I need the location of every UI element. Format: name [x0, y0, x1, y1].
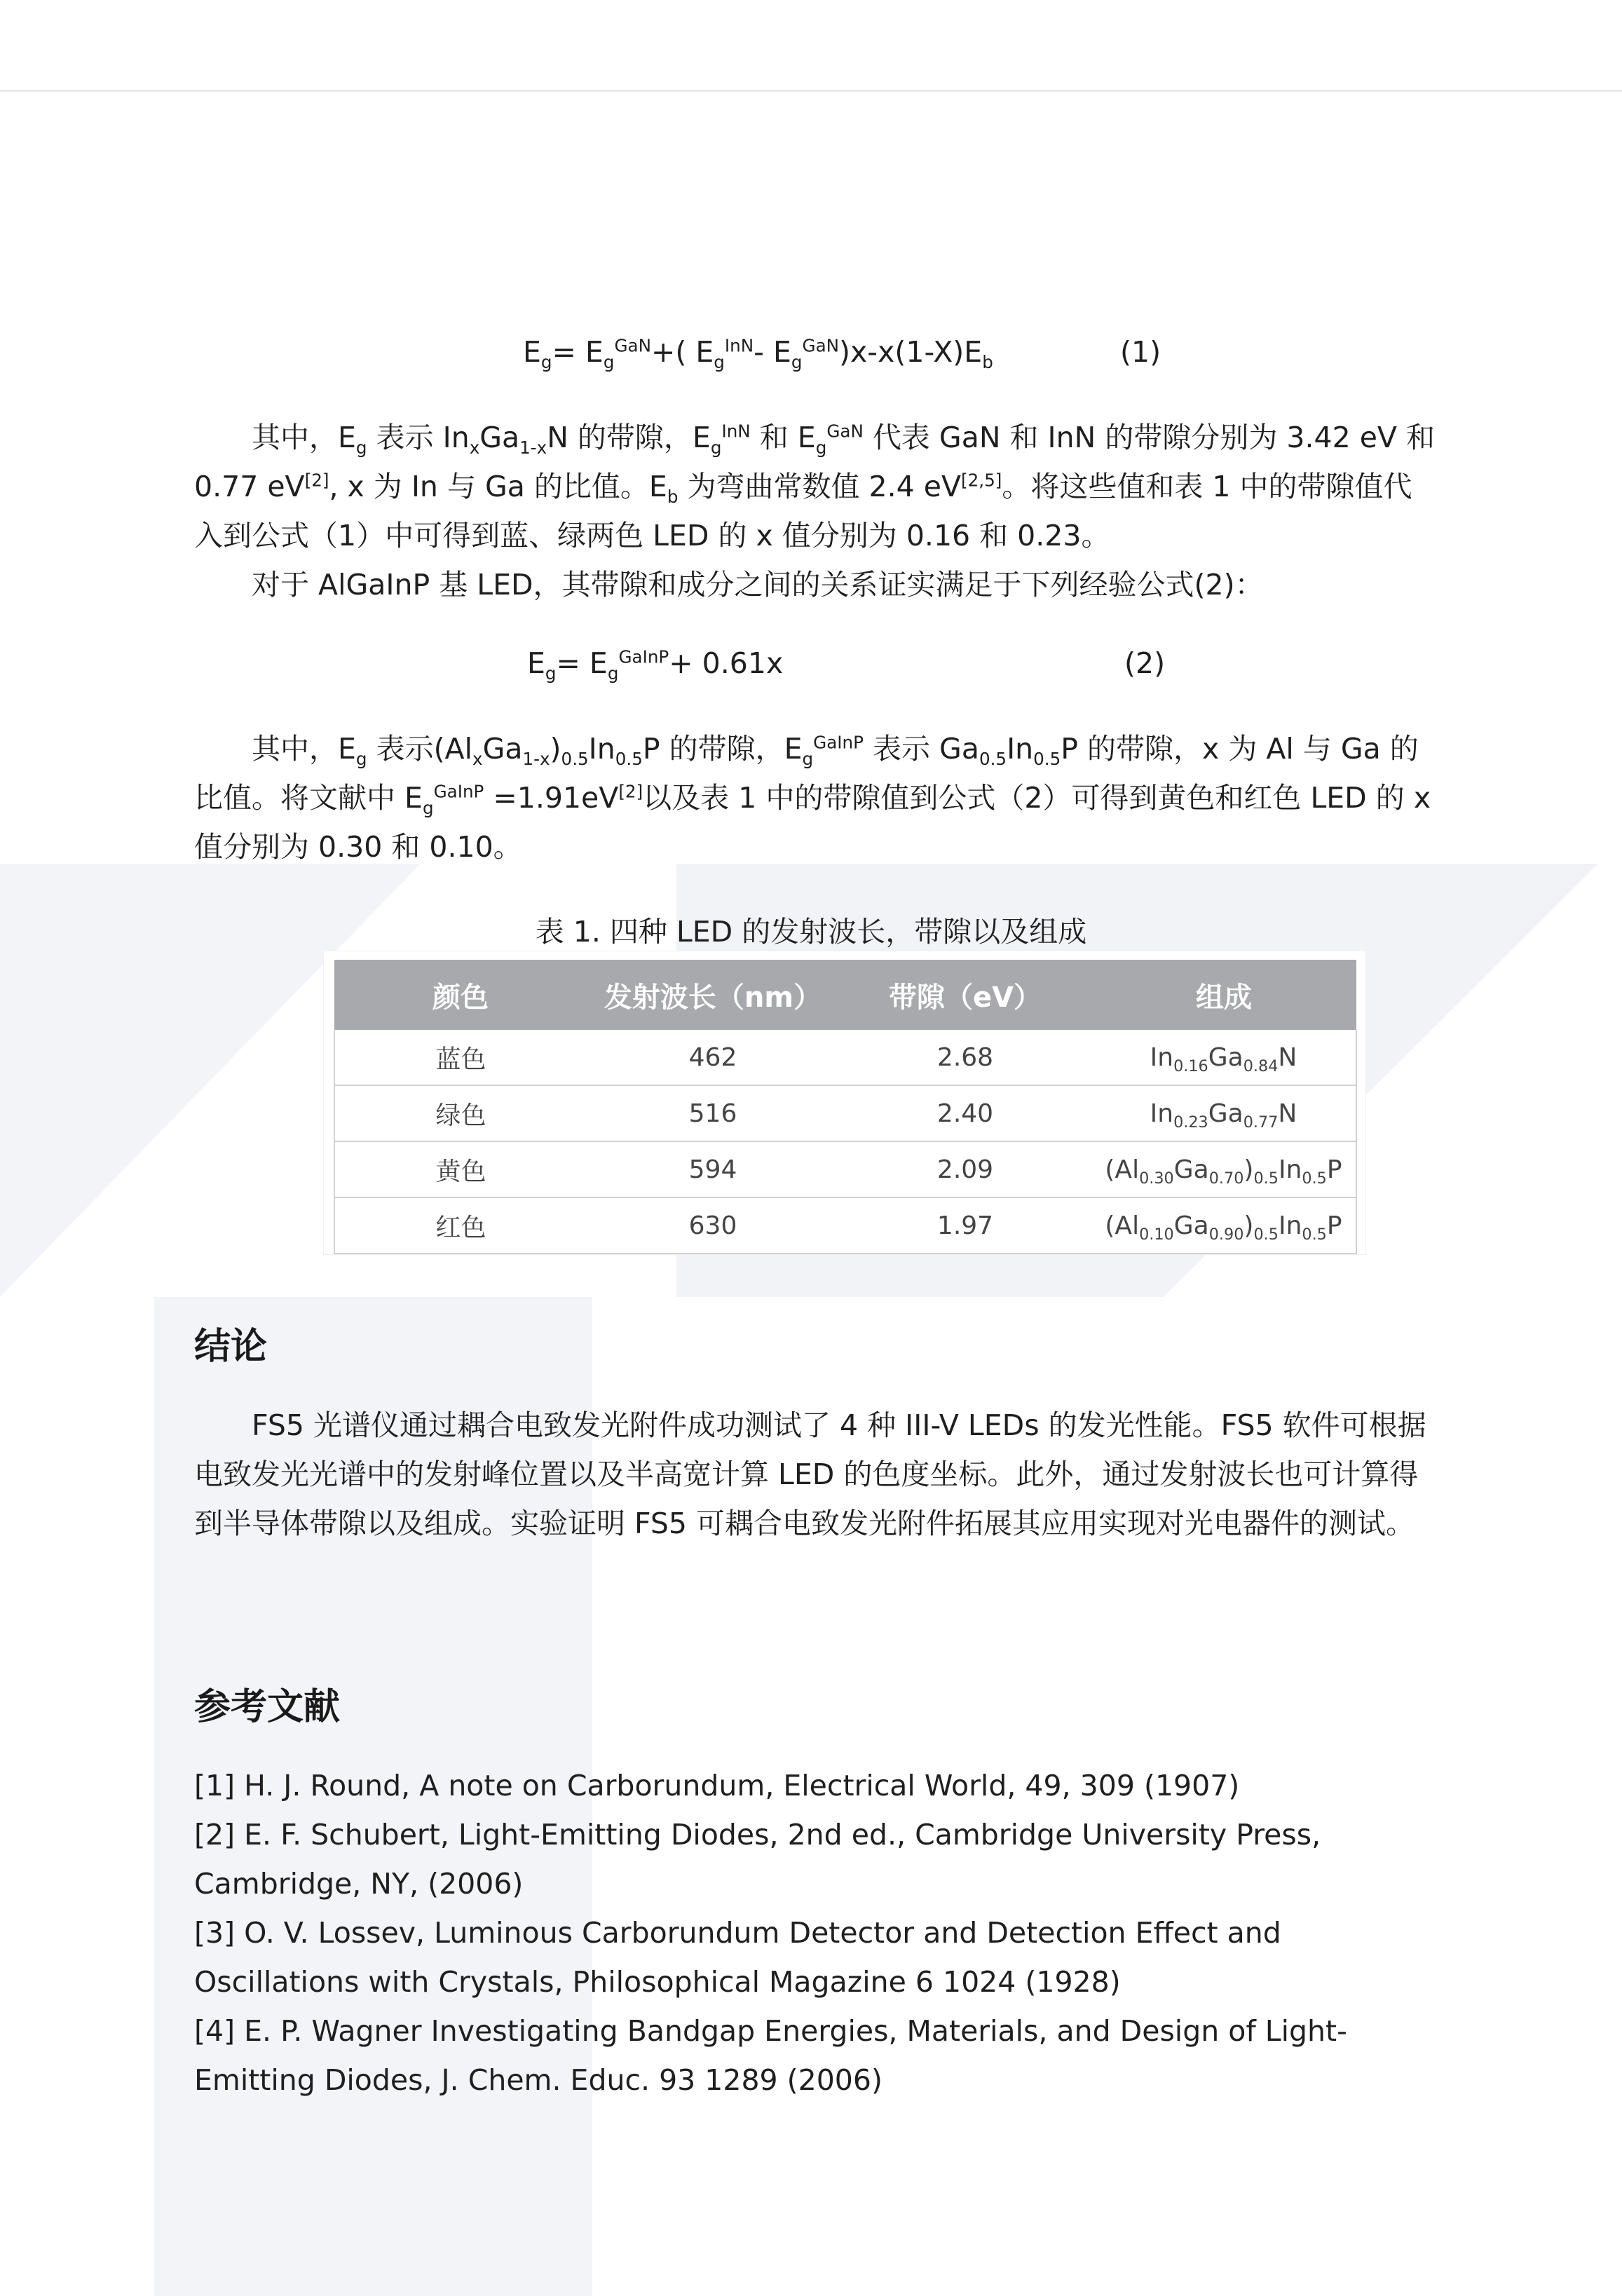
subscript: 0.5: [561, 749, 589, 770]
formula-1-text: E: [585, 335, 604, 369]
formula-2-sub: g: [607, 663, 619, 684]
text-run: 表示 Ga: [863, 732, 979, 766]
composition-text: N: [1278, 1099, 1297, 1128]
text-run: In: [1007, 732, 1034, 766]
text-run: N 的带隙，E: [547, 421, 711, 454]
table-cell-composition: [1091, 1030, 1356, 1085]
table-header-cell: 颜色: [334, 960, 587, 1030]
table-cell-bandgap: 2.68: [839, 1030, 1091, 1085]
subscript: 0.5: [1033, 749, 1061, 770]
table-header-row: [334, 960, 1356, 1030]
subscript: x: [469, 437, 480, 458]
text-run: Ga: [479, 421, 520, 454]
formula-1-sub: g: [714, 352, 725, 373]
table-cell-color: 蓝色: [334, 1030, 587, 1085]
table-cell-bandgap: 1.97: [839, 1197, 1091, 1254]
table-container: [324, 951, 1365, 1254]
table-header-cell: 带隙（eV）: [839, 960, 1091, 1030]
composition-text: Ga: [1173, 1211, 1209, 1240]
superscript: [2,5]: [961, 470, 1002, 491]
text-run: 其中，E: [252, 421, 356, 454]
text-run: 和 E: [750, 421, 816, 454]
superscript: GaInP: [433, 781, 484, 802]
subscript: g: [355, 437, 367, 458]
paragraph-3-body: [194, 724, 1436, 871]
composition-text: In: [1150, 1042, 1174, 1072]
text-run: Ga: [482, 732, 523, 766]
paragraph-1-body: [194, 413, 1436, 560]
superscript: GaN: [826, 421, 864, 442]
composition-sub: 0.70: [1208, 1169, 1244, 1188]
table-row: [334, 1141, 1356, 1197]
text-run: 代表 GaN 和 InN 的带隙分别为 3.42 eV 和 0.77 eV: [194, 421, 1435, 503]
subscript: 0.5: [979, 749, 1007, 770]
composition-sub: 0.10: [1139, 1225, 1174, 1244]
formula-1-sub: g: [540, 352, 552, 373]
composition-text: P: [1326, 1211, 1342, 1240]
table-cell-wavelength: 594: [587, 1141, 839, 1197]
composition-sub: 0.30: [1139, 1169, 1174, 1188]
formula-2-text: + 0.61x: [669, 646, 784, 680]
composition-text: Ga: [1173, 1155, 1209, 1184]
subscript: x: [472, 749, 483, 770]
formula-1-sub: g: [603, 352, 615, 373]
table-caption: 表 1. 四种 LED 的发射波长，带隙以及组成: [535, 915, 1087, 949]
conclusion-paragraph: [194, 1401, 1436, 1548]
text-run: P 的带隙，x 为 Al 与 Ga 的比值。将文献中 E: [194, 732, 1419, 815]
reference-item: [1] H. J. Round, A note on Carborundum, Electrical World, 49, 309 (1907): [194, 1769, 1240, 1802]
paragraph-1: [194, 413, 1436, 609]
text-run: 其中，E: [252, 732, 356, 766]
formula-1-text: )x-x(1-X)E: [839, 335, 983, 369]
formula-1-sup: GaN: [614, 335, 651, 356]
subscript: g: [802, 749, 814, 770]
table-cell-bandgap: 2.40: [839, 1085, 1091, 1141]
reference-item: [3] O. V. Lossev, Luminous Carborundum Detector and Detection Effect and Oscillations with Crystals, Philosophical Magazine 6 1024 (1928): [194, 1916, 1281, 1999]
formula-1-sup: InN: [724, 335, 754, 356]
formula-2: [527, 646, 784, 684]
table-cell-color: 红色: [334, 1197, 587, 1254]
table-cell-composition: [1091, 1085, 1356, 1141]
text-run: In: [588, 732, 615, 766]
composition-sub: 0.5: [1302, 1169, 1327, 1188]
formula-1: [523, 335, 993, 373]
text-run: 以及表 1 中的带隙值到公式（2）可得到黄色和红色 LED 的 x 值分别为 0.30 和 0.10。: [194, 781, 1431, 864]
text-run: 表示(Al: [367, 732, 472, 766]
table-cell-color: 绿色: [334, 1085, 587, 1141]
composition-text: In: [1150, 1099, 1174, 1128]
superscript: [2]: [304, 470, 329, 491]
composition-text: ): [1243, 1211, 1254, 1240]
formula-2-text: =: [556, 646, 589, 680]
formula-1-sub: g: [791, 352, 803, 373]
subscript: b: [667, 487, 679, 508]
text-run: 为弯曲常数值 2.4 eV: [678, 470, 962, 503]
table-row: [334, 1197, 1356, 1254]
composition-text: N: [1278, 1042, 1297, 1072]
table-cell-wavelength: 630: [587, 1197, 839, 1254]
subscript: 0.5: [615, 749, 643, 770]
subscript: 1-x: [519, 437, 547, 458]
text-run: 表示 In: [367, 421, 470, 454]
text-run: , x 为 In 与 Ga 的比值。E: [329, 470, 667, 503]
reference-item: [2] E. F. Schubert, Light-Emitting Diodes, 2nd ed., Cambridge University Press, Cambridge, NY, (2006): [194, 1818, 1321, 1901]
superscript: InN: [721, 421, 751, 442]
subscript: 1-x: [522, 749, 550, 770]
table-cell-bandgap: 2.09: [839, 1141, 1091, 1197]
composition-sub: 0.23: [1173, 1113, 1208, 1132]
composition-sub: 0.5: [1253, 1225, 1279, 1244]
composition-text: Ga: [1208, 1042, 1243, 1072]
formula-2-sup: GaInP: [618, 646, 669, 667]
text-run: 。将这些值和表 1 中的带隙值代入到公式（1）中可得到蓝、绿两色 LED 的 x 值分别为 0.16 和 0.23。: [194, 470, 1412, 552]
composition-text: (Al: [1105, 1155, 1140, 1184]
text-run: =1.91eV: [484, 781, 619, 815]
composition-sub: 0.90: [1208, 1225, 1244, 1244]
formula-1-number: (1): [1120, 335, 1161, 369]
text-run: ): [550, 732, 561, 766]
paragraph-2: 对于 AlGaInP 基 LED，其带隙和成分之间的关系证实满足于下列经验公式(2)：: [252, 568, 1264, 602]
conclusion-heading: 结论: [194, 1326, 268, 1368]
subscript: g: [422, 798, 434, 819]
formula-1-text: +( E: [650, 335, 714, 369]
composition-sub: 0.84: [1243, 1057, 1279, 1075]
formula-2-number: (2): [1124, 646, 1166, 680]
table-header-cell: 发射波长（nm）: [587, 960, 839, 1030]
composition-text: ): [1243, 1155, 1254, 1184]
composition-text: P: [1326, 1155, 1342, 1184]
superscript: GaInP: [813, 732, 864, 753]
composition-sub: 0.16: [1173, 1057, 1208, 1075]
formula-1-sup: GaN: [802, 335, 840, 356]
reference-list: [194, 1761, 1436, 2105]
table-cell-composition: [1091, 1197, 1356, 1254]
formula-2-sub: g: [545, 663, 557, 684]
formula-2-text: E: [589, 646, 608, 680]
composition-text: (Al: [1105, 1211, 1140, 1240]
composition-text: Ga: [1208, 1099, 1243, 1128]
composition-sub: 0.5: [1253, 1169, 1279, 1188]
superscript: [2]: [618, 781, 643, 802]
subscript: g: [710, 437, 722, 458]
formula-1-text: E: [523, 335, 541, 369]
table-cell-composition: [1091, 1141, 1356, 1197]
conclusion-text: FS5 光谱仪通过耦合电致发光附件成功测试了 4 种 III-V LEDs 的发光性能。FS5 软件可根据电致发光光谱中的发射峰位置以及半高宽计算 LED 的色度坐标。此外，通过发射波长也可计算得到半导体带隙以及组成。实验证明 FS5 可耦合电致发光附件拓展其应用实现对光电器件的测试。: [194, 1408, 1426, 1540]
table-row: [334, 1085, 1356, 1141]
table-row: [334, 1030, 1356, 1085]
paragraph-3: [194, 724, 1436, 871]
table-cell-wavelength: 462: [587, 1030, 839, 1085]
composition-sub: 0.5: [1302, 1225, 1327, 1244]
subscript: g: [355, 749, 367, 770]
table-header-cell: 组成: [1091, 960, 1356, 1030]
references-heading: 参考文献: [194, 1686, 341, 1728]
table-cell-color: 黄色: [334, 1141, 587, 1197]
text-run: P 的带隙，E: [642, 732, 803, 766]
led-data-table: [334, 960, 1357, 1254]
formula-1-sub: b: [982, 352, 993, 373]
composition-text: In: [1278, 1155, 1302, 1184]
reference-item: [4] E. P. Wagner Investigating Bandgap Energies, Materials, and Design of Light-Emitting Diodes, J. Chem. Educ. 93 1289 (2006): [194, 2014, 1347, 2097]
formula-1-text: - E: [754, 335, 791, 369]
formula-1-text: =: [552, 335, 585, 369]
table-cell-wavelength: 516: [587, 1085, 839, 1141]
subscript: g: [815, 437, 827, 458]
formula-2-text: E: [527, 646, 545, 680]
composition-sub: 0.77: [1243, 1113, 1279, 1132]
composition-text: In: [1278, 1211, 1302, 1240]
